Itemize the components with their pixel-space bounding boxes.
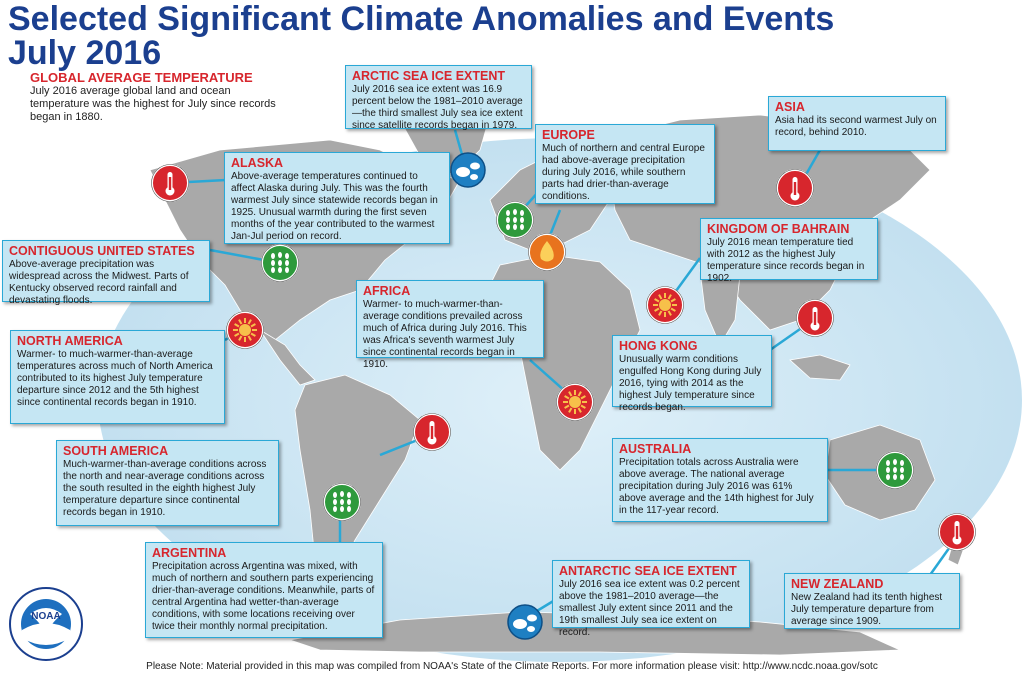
newzealand-warm-thermometer-icon bbox=[939, 514, 976, 551]
argentina-title: ARGENTINA bbox=[152, 546, 227, 560]
europe-south-dry-icon bbox=[529, 234, 566, 271]
arctic-title: ARCTIC SEA ICE EXTENT bbox=[352, 69, 506, 83]
argentina-text: Precipitation across Argentina was mixed, with much of northern and southern parts experiencing drier-than-average conditions. Meanwhile, parts of central Argentina had wetter-than-average conditions, with some locations receiving over twice their monthly normal precipitation. bbox=[152, 561, 375, 632]
noaa-logo bbox=[8, 586, 84, 662]
europe-wet-icon bbox=[497, 202, 534, 239]
namerica-text: Warmer- to much-warmer-than-average temperatures across much of North America contributed to its highest July temperature departure since 2012 and the 5th highest since continental records began in 1910. bbox=[17, 349, 213, 408]
hongkong-title: HONG KONG bbox=[619, 339, 698, 353]
asia-title: ASIA bbox=[775, 100, 805, 114]
namerica-warm-sun-icon bbox=[227, 312, 264, 349]
europe-title: EUROPE bbox=[542, 128, 595, 142]
contus-wet-icon bbox=[262, 245, 299, 282]
asia-warm-thermometer-icon bbox=[777, 170, 814, 207]
alaska-warm-thermometer-icon bbox=[152, 165, 189, 202]
newzealand-title: NEW ZEALAND bbox=[791, 577, 884, 591]
global-temperature-text: July 2016 average global land and ocean temperature was the highest for July since records began in 1880. bbox=[30, 85, 276, 123]
arctic-sea-ice-icon bbox=[451, 153, 485, 187]
antarctic-text: July 2016 sea ice extent was 0.2 percent above the 1981–2010 average—the smallest July extent since 2011 and the 19th smallest July sea ice extent on record. bbox=[559, 579, 740, 638]
title-line-1: Selected Significant Climate Anomalies and Events bbox=[8, 0, 835, 38]
newzealand-text: New Zealand had its tenth highest July temperature departure from average since 1909. bbox=[791, 592, 943, 627]
samerica-title: SOUTH AMERICA bbox=[63, 444, 169, 458]
alaska-text: Above-average temperatures continued to affect Alaska during July. This was the fourth warmest July since statewide records began in 1925. Unusual warmth during the first seven months of the year contributed to the warmest Jan-Jul period on record. bbox=[231, 171, 438, 242]
australia-text: Precipitation totals across Australia were above average. The national average precipitation during July 2016 was 61% above average and the 14th highest for July in the 117-year record. bbox=[619, 457, 814, 516]
noaa-logo-text: NOAA bbox=[31, 611, 61, 622]
argentina-wet-icon bbox=[324, 484, 361, 521]
title-line-2: July 2016 bbox=[8, 34, 162, 72]
antarctic-title: ANTARCTIC SEA ICE EXTENT bbox=[559, 564, 737, 578]
australia-title: AUSTRALIA bbox=[619, 442, 692, 456]
antarctic-sea-ice-icon bbox=[508, 605, 542, 639]
global-temperature-title: GLOBAL AVERAGE TEMPERATURE bbox=[30, 70, 253, 85]
bahrain-title: KINGDOM OF BAHRAIN bbox=[707, 222, 850, 236]
arctic-text: July 2016 sea ice extent was 16.9 percent below the 1981–2010 average—the third smallest July sea ice extent since satellite records began in 1979. bbox=[352, 84, 523, 131]
footer-note: Please Note: Material provided in this map was compiled from NOAA's State of the Climate Reports. For more information please visit: http://www.ncdc.noaa.gov/sotc bbox=[146, 661, 878, 672]
alaska-title: ALASKA bbox=[231, 156, 284, 170]
contus-title: CONTIGUOUS UNITED STATES bbox=[9, 244, 195, 258]
hongkong-text: Unusually warm conditions engulfed Hong Kong during July 2016, tying with 2014 as the highest July temperature since records began. bbox=[619, 354, 762, 413]
africa-warm-sun-icon bbox=[557, 384, 594, 421]
africa-text: Warmer- to much-warmer-than-average conditions prevailed across much of Africa during July 2016. This was Africa's seventh warmest July since continental records began in 1910. bbox=[363, 299, 527, 370]
samerica-warm-thermometer-icon bbox=[414, 414, 451, 451]
bahrain-warm-sun-icon bbox=[647, 287, 684, 324]
australia-wet-icon bbox=[877, 452, 914, 489]
samerica-text: Much-warmer-than-average conditions across the north and near-average conditions across the south resulted in the eighth highest July temperature departure since continental records began in 1910. bbox=[63, 459, 267, 518]
namerica-title: NORTH AMERICA bbox=[17, 334, 123, 348]
hongkong-warm-thermometer-icon bbox=[797, 300, 834, 337]
contus-text: Above-average precipitation was widespread across the Midwest. Parts of Kentucky observed record rainfall and devastating floods. bbox=[9, 259, 189, 306]
europe-text: Much of northern and central Europe had above-average precipitation during July 2016, while southern parts had drier-than-average conditions. bbox=[542, 143, 705, 202]
bahrain-text: July 2016 mean temperature tied with 2012 as the highest July temperature since records began in 1902. bbox=[707, 237, 865, 284]
asia-text: Asia had its second warmest July on record, behind 2010. bbox=[775, 115, 937, 138]
africa-title: AFRICA bbox=[363, 284, 411, 298]
